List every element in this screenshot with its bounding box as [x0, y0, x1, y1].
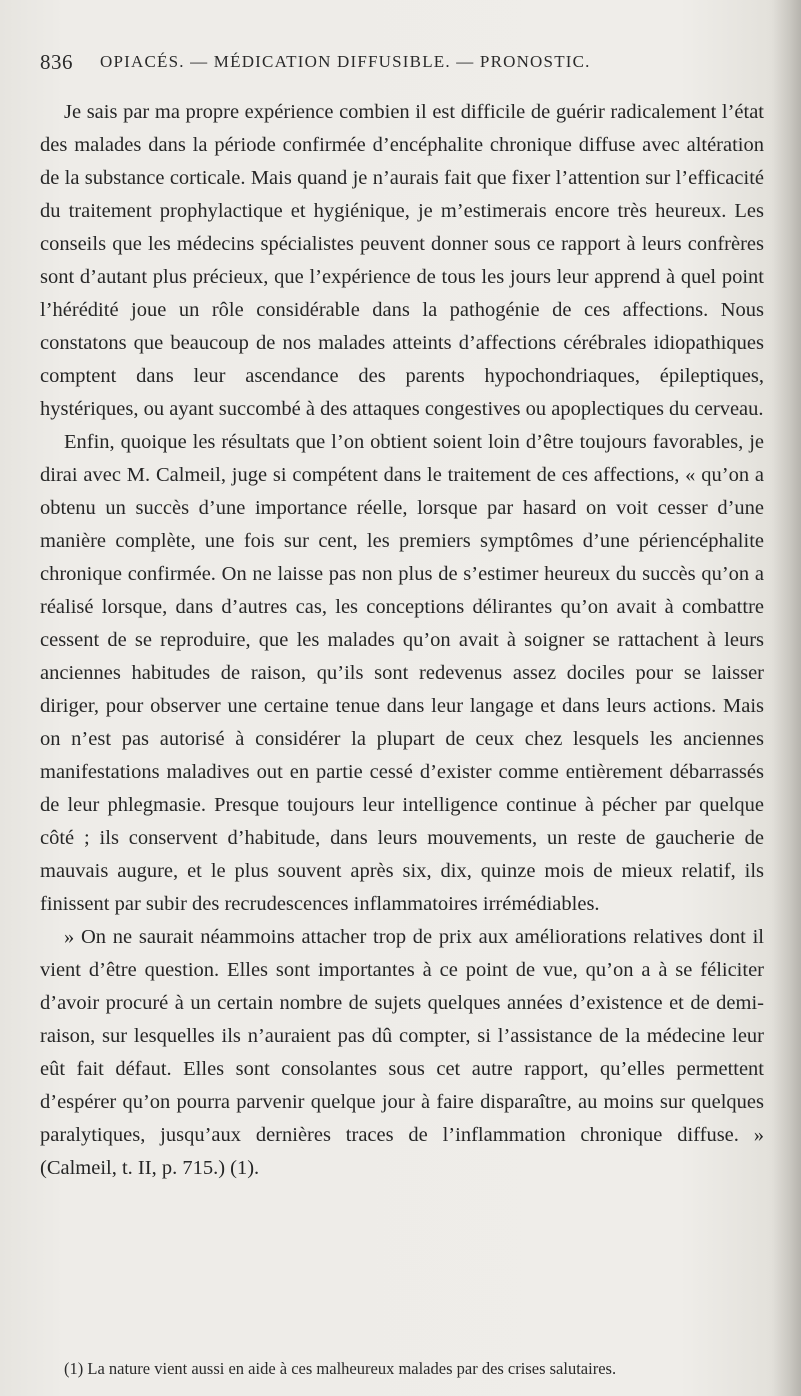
running-head: OPIACÉS. — MÉDICATION DIFFUSIBLE. — PRONOSTIC.: [100, 52, 591, 71]
footnote: (1) La nature vient aussi en aide à ces malheureux malades par des crises salutaires.: [64, 1359, 617, 1378]
paragraph: » On ne saurait néammoins attacher trop de prix aux améliorations relatives dont il vient d’être question. Elles sont importantes à ce point de vue, qu’on a à se féliciter d’avoir procuré à un certain nombre de sujets quelques années d’existence et de demi-raison, sur lesquelles ils n’auraient pas dû compter, si l’assistance de la médecine leur eût fait défaut. Elles sont consolantes sous cet autre rapport, qu’elles permettent d’espérer qu’on pourra parvenir quelque jour à faire disparaître, au moins sur quelques paralytiques, jusqu’aux dernières traces de l’inflammation chronique diffuse. » (Calmeil, t. II, p. 715.) (1).: [40, 926, 764, 1179]
page-edge-shadow: [773, 0, 801, 1396]
paragraph: Je sais par ma propre expérience combien il est difficile de guérir radicalement l’état des malades dans la période confirmée d’encéphalite chronique diffuse avec altération de la substance corticale. Mais quand je n’aurais fait que fixer l’attention sur l’efficacité du traitement prophylactique et hygiénique, je m’estimerais encore très heureux. Les conseils que les médecins spécialistes peuvent donner sous ce rapport à leurs confrères sont d’autant plus précieux, que l’expérience de tous les jours leur apprend à quel point l’hérédité joue un rôle considérable dans la pathogénie de ces affections. Nous constatons que beaucoup de nos malades atteints d’affections cérébrales idiopathiques comptent dans leur ascendance des parents hypochondriaques, épileptiques, hystériques, ou ayant succombé à des attaques congestives ou apoplectiques du cerveau.: [40, 101, 764, 420]
body-text: [40, 96, 764, 1185]
paragraph: Enfin, quoique les résultats que l’on obtient soient loin d’être toujours favorables, je dirai avec M. Calmeil, juge si compétent dans le traitement de ces affections, « qu’on a obtenu un succès d’une importance réelle, lorsque par hasard on voit cesser d’une manière complète, une fois sur cent, les premiers symptômes d’une périencéphalite chronique confirmée. On ne laisse pas non plus de s’estimer heureux du succès qu’on a réalisé lorsque, dans d’autres cas, les conceptions délirantes qu’on avait à combattre cessent de se reproduire, que les malades qu’on avait à soigner se rattachent à leurs anciennes habitudes de raison, qu’ils sont redevenus assez dociles pour se laisser diriger, pour observer une certaine tenue dans leur langage et dans leurs actions. Mais on n’est pas autorisé à considérer la plupart de ceux chez lesquels les anciennes manifestations maladives out en partie cessé d’exister comme entièrement débarrassés de leur phlegmasie. Presque toujours leur intelligence continue à pécher par quelque côté ; ils conservent d’habitude, dans leurs mouvements, un reste de gaucherie de mauvais augure, et le plus souvent après six, dix, quinze mois de mieux relatif, ils finissent par subir des recrudescences inflammatoires irrémédiables.: [40, 431, 764, 915]
page-header: [40, 50, 770, 78]
page-number: 836: [40, 50, 73, 74]
